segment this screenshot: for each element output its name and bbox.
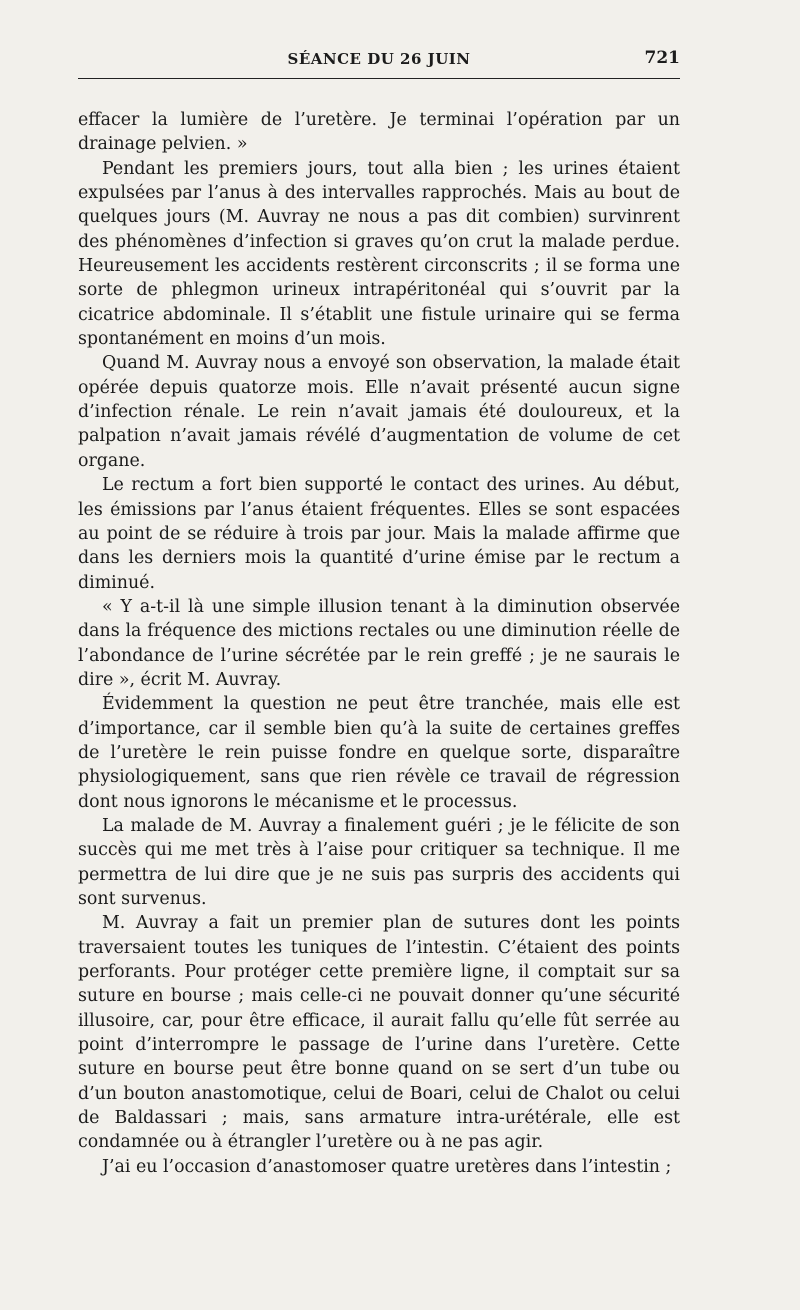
paragraph: Le rectum a fort bien supporté le contact des urines. Au début, les émissions par l’anus étaient fréquentes. Elles se sont espacées au point de se réduire à trois par jour. Mais la malade affirme que dans les derniers mois la quantité d’urine émise par le rectum a diminué.	[78, 475, 680, 593]
paragraph: Évidemment la question ne peut être tranchée, mais elle est d’importance, car il semble bien qu’à la suite de certaines greffes de l’uretère le rein puisse fondre en quelque sorte, disparaître physiologiquement, sans que rien révèle ce travail de régression dont nous ignorons le mécanisme et le processus.	[78, 694, 680, 812]
paragraph: Quand M. Auvray nous a envoyé son observation, la malade était opérée depuis quatorze mois. Elle n’avait présenté aucun signe d’infection rénale. Le rein n’avait jamais été douloureux, et la palpation n’avait jamais révélé d’augmentation de volume de cet organe.	[78, 353, 680, 471]
paragraph: « Y a-t-il là une simple illusion tenant à la diminution observée dans la fréquence des mictions rectales ou une diminution réelle de l’abondance de l’urine sécrétée par le rein greffé ; je ne saurais le dire », écrit M. Auvray.	[78, 596, 680, 690]
paragraph: Pendant les premiers jours, tout alla bien ; les urines étaient expulsées par l’anus à des intervalles rapprochés. Mais au bout de quelques jours (M. Auvray ne nous a pas dit combien) survinrent des phénomènes d’infection si graves qu’on crut la malade perdue. Heureusement les accidents restèrent circonscrits ; il se forma une sorte de phlegmon urineux intrapéritonéal qui s’ouvrit par la cicatrice abdominale. Il s’établit une fistule urinaire qui se ferma spontanément en moins d’un mois.	[78, 158, 680, 350]
paragraph: M. Auvray a fait un premier plan de sutures dont les points traversaient toutes les tuniques de l’intestin. C’étaient des points perforants. Pour protéger cette première ligne, il comptait sur sa suture en bourse ; mais celle-ci ne pouvait donner qu’une sécurité illusoire, car, pour être efficace, il aurait fallu qu’elle fût serrée au point d’interrompre le passage de l’urine dans l’uretère. Cette suture en bourse peut être bonne quand on se sert d’un tube ou d’un bouton anastomotique, celui de Boari, celui de Chalot ou celui de Baldassari ; mais, sans armature intra-urétérale, elle est condamnée ou à étrangler l’uretère ou à ne pas agir.	[78, 913, 680, 1153]
paragraph: La malade de M. Auvray a finalement guéri ; je le félicite de son succès qui me met très à l’aise pour critiquer sa technique. Il me permettra de lui dire que je ne suis pas surpris des accidents qui sont survenus.	[78, 815, 680, 909]
page-header	[78, 44, 680, 79]
paragraph: effacer la lumière de l’uretère. Je terminai l’opération par un drainage pelvien. »	[78, 110, 680, 155]
body-text	[78, 108, 680, 1179]
running-title: SÉANCE DU 26 JUIN	[287, 50, 471, 68]
page-number: 721	[644, 48, 680, 68]
paragraph: J’ai eu l’occasion d’anastomoser quatre uretères dans l’intestin ;	[102, 1156, 672, 1177]
